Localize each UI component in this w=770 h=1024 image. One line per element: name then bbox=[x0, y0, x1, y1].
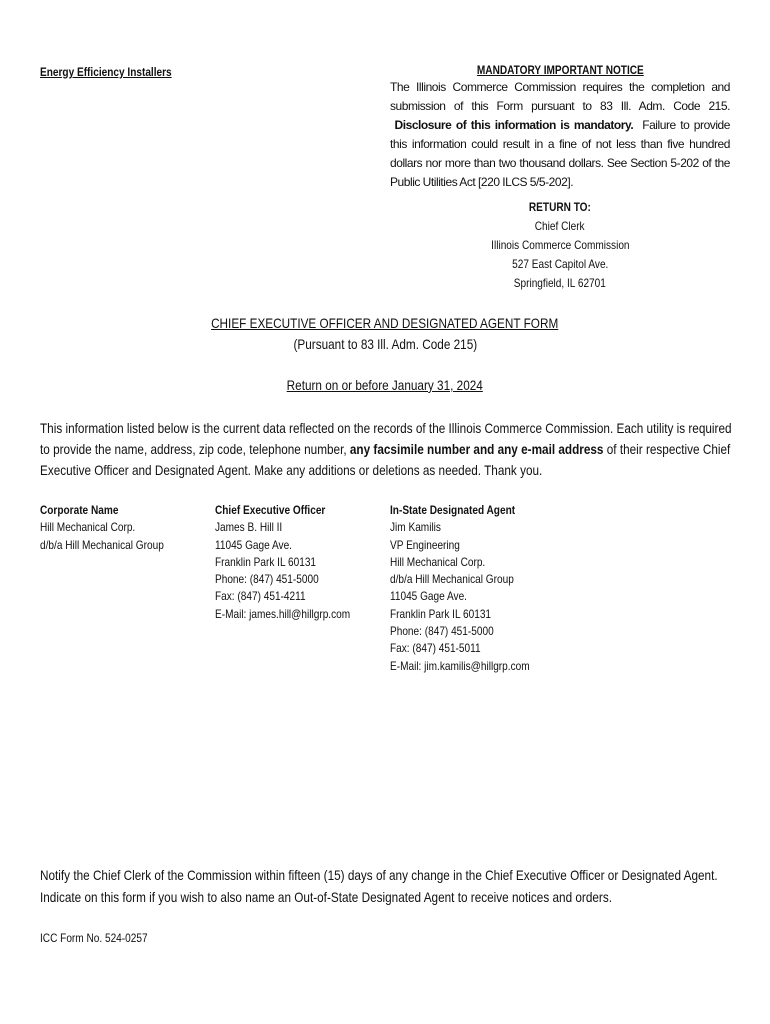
ceo-name: James B. Hill II bbox=[215, 520, 283, 535]
intro-text-1: This information listed below is the current data reflected on the records of the Illinois Commerce Commission. Each utility is required to provide the name, address, zip code, telephone number, bbox=[40, 420, 732, 457]
notice-body bbox=[390, 78, 730, 192]
agent-city: Franklin Park IL 60131 bbox=[390, 606, 492, 621]
agent-name: Jim Kamilis bbox=[390, 520, 441, 535]
form-number-text: ICC Form No. 524-0257 bbox=[40, 931, 148, 945]
ceo-email: E-Mail: james.hill@hillgrp.com bbox=[215, 606, 351, 621]
form-number bbox=[40, 929, 168, 947]
due-date bbox=[0, 377, 770, 393]
return-to-line: Springfield, IL 62701 bbox=[513, 276, 607, 290]
ceo-address: 11045 Gage Ave. bbox=[215, 537, 292, 552]
agent-dba: d/b/a Hill Mechanical Group bbox=[390, 572, 514, 587]
form-subtitle: (Pursuant to 83 Ill. Adm. Code 215) bbox=[293, 336, 477, 352]
agent-fax: Fax: (847) 451-5011 bbox=[390, 641, 481, 656]
mandatory-notice bbox=[390, 63, 730, 192]
notice-title-row bbox=[390, 63, 730, 77]
corporate-line: d/b/a Hill Mechanical Group bbox=[40, 537, 164, 552]
corporate-heading: Corporate Name bbox=[40, 503, 119, 517]
corporate-name-column bbox=[40, 502, 187, 554]
return-to-line: Illinois Commerce Commission bbox=[490, 238, 630, 252]
category-label bbox=[40, 63, 197, 81]
footer-notes bbox=[40, 864, 770, 908]
footer-note-1: Notify the Chief Clerk of the Commission within fifteen (15) days of any change in the Chief Executive Officer or Designated Agent. bbox=[40, 867, 718, 883]
agent-address: 11045 Gage Ave. bbox=[390, 589, 467, 604]
ceo-phone: Phone: (847) 451-5000 bbox=[215, 572, 319, 587]
intro-text-bold: any facsimile number and any e-mail address bbox=[349, 441, 604, 457]
ceo-fax: Fax: (847) 451-4211 bbox=[215, 589, 306, 604]
agent-company: Hill Mechanical Corp. bbox=[390, 554, 486, 569]
intro-paragraph bbox=[40, 418, 733, 481]
agent-phone: Phone: (847) 451-5000 bbox=[390, 624, 494, 639]
due-date-text: Return on or before January 31, 2024 bbox=[286, 377, 484, 393]
form-title-block bbox=[0, 313, 770, 355]
form-title: CHIEF EXECUTIVE OFFICER AND DESIGNATED AGENT FORM bbox=[211, 315, 559, 331]
intro-text-2: of their respective Chief Executive Officer and Designated Agent. Make any additions or deletions as needed. Thank you. bbox=[40, 441, 731, 478]
return-to-line: 527 East Capitol Ave. bbox=[511, 257, 609, 271]
return-to-heading: RETURN TO: bbox=[529, 200, 591, 214]
ceo-city: Franklin Park IL 60131 bbox=[215, 554, 317, 569]
category-text: Energy Efficiency Installers bbox=[40, 65, 172, 79]
ceo-column bbox=[215, 502, 376, 623]
notice-title: MANDATORY IMPORTANT NOTICE bbox=[476, 63, 644, 77]
return-to-line: Chief Clerk bbox=[535, 219, 585, 233]
agent-email: E-Mail: jim.kamilis@hillgrp.com bbox=[390, 658, 530, 673]
corporate-line: Hill Mechanical Corp. bbox=[40, 520, 136, 535]
notice-text-1: The Illinois Commerce Commission requires the completion and submission of this Form pursuant to 83 Ill. Adm. Code 215. bbox=[390, 80, 730, 113]
agent-title: VP Engineering bbox=[390, 537, 460, 552]
ceo-heading: Chief Executive Officer bbox=[215, 503, 326, 517]
agent-heading: In-State Designated Agent bbox=[390, 503, 516, 517]
return-to-address bbox=[390, 198, 730, 293]
designated-agent-column bbox=[390, 502, 556, 675]
notice-text-bold: Disclosure of this information is mandatory. bbox=[394, 118, 634, 132]
notice-text-2: Failure to provide this information could result in a fine of not less than five hundred dollars nor more than two thousand dollars. See Section 5-202 of the Public Utilities Act [220 ILCS 5/5-202]. bbox=[390, 118, 731, 189]
footer-note-2: Indicate on this form if you wish to also name an Out-of-State Designated Agent to receive notices and orders. bbox=[40, 889, 612, 905]
